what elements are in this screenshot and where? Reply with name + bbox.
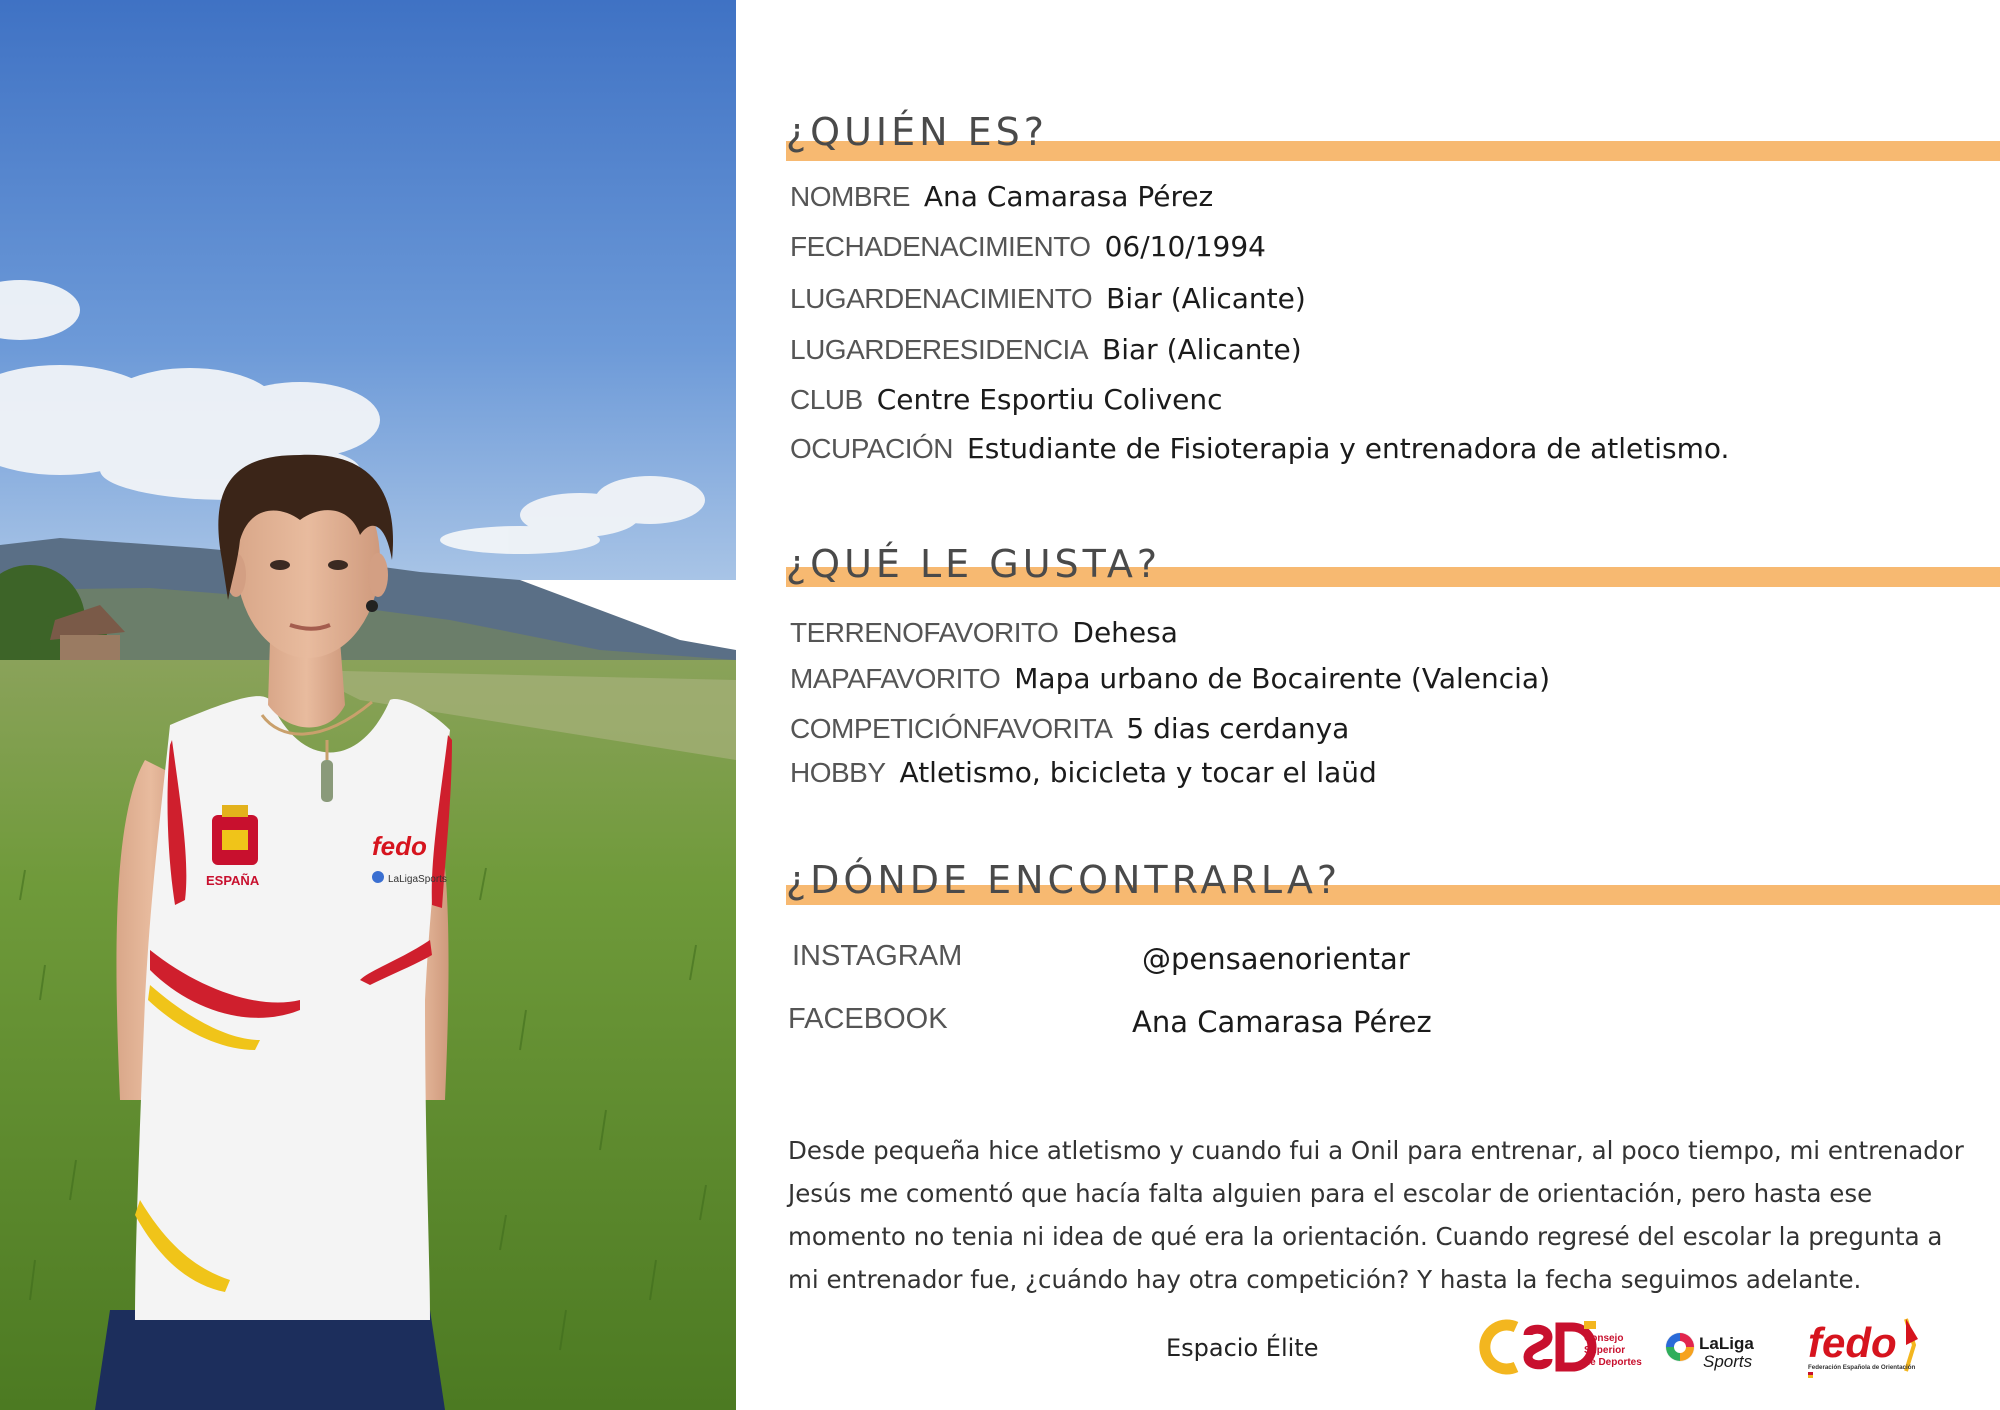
field-lugar-residencia [790,333,1302,366]
csd-logo-line-1: Consejo [1584,1333,1624,1344]
field-label: FECHADENACIMIENTO [790,231,1091,262]
fedo-logo-subtitle: Federación Española de Orientación [1808,1364,1916,1371]
field-label: TERRENOFAVORITO [790,617,1059,648]
field-label: NOMBRE [790,181,910,212]
csd-logo-line-2: Superior [1584,1345,1626,1356]
fedo-logo-icon [1806,1315,1946,1381]
field-lugar-nacimiento [790,282,1306,315]
csd-logo-icon [1476,1315,1646,1381]
section-who [786,110,1048,170]
field-label: LUGARDENACIMIENTO [790,283,1093,314]
field-label: MAPAFAVORITO [790,663,1001,694]
bio-paragraph: Desde pequeña hice atletismo y cuando fui a Onil para entrenar, al poco tiempo, mi entrenador Jesús me comentó que hacía falta alguien para el escolar de orientación, pero hasta ese momento no tenia ni idea de qué era la orientación. Cuando regresé del escolar la pregunta a mi entrenador fue, ¿cuándo hay otra competición? Y hasta la fecha seguimos adelante. [788,1135,1964,1294]
field-value: Ana Camarasa Pérez [923,180,1214,213]
section-where [786,858,1341,918]
field-label: LUGARDERESIDENCIA [790,334,1089,365]
facebook-label: FACEBOOK [788,1003,948,1035]
field-terreno-favorito [790,616,1178,649]
field-label: CLUB [790,384,863,415]
laliga-logo-bottom: Sports [1703,1352,1753,1371]
field-label: COMPETICIÓNFAVORITA [790,713,1113,744]
field-value: Atletismo, bicicleta y tocar el laüd [899,756,1377,789]
field-fecha-nacimiento [790,230,1266,263]
section-heading: ¿QUÉ LE GUSTA? [786,542,1162,586]
field-club [790,383,1223,416]
section-heading: ¿QUIÉN ES? [786,110,1048,154]
field-competicion-favorita [790,712,1349,745]
field-value: Centre Esportiu Colivenc [876,383,1223,416]
field-value: Biar (Alicante) [1102,333,1302,366]
field-label: OCUPACIÓN [790,433,953,464]
section-heading: ¿DÓNDE ENCONTRARLA? [786,858,1342,902]
shirt-brand: fedo [372,831,427,861]
field-value: 06/10/1994 [1104,230,1266,263]
profile-card [736,0,2000,1410]
field-mapa-favorito [790,662,1550,695]
section-likes [786,542,1161,602]
footer-label: Espacio Élite [1166,1334,1319,1362]
shirt-country: ESPAÑA [206,873,260,888]
field-ocupacion [790,432,1729,465]
laliga-logo-top: LaLiga [1699,1334,1754,1353]
field-value: Biar (Alicante) [1106,282,1306,315]
field-nombre [790,180,1213,213]
laliga-logo-icon [1661,1315,1771,1381]
instagram-label: INSTAGRAM [792,940,963,972]
field-value: Estudiante de Fisioterapia y entrenadora de atletismo. [967,432,1730,465]
field-value: Dehesa [1072,616,1178,649]
athlete-photo [0,0,736,1410]
field-hobby [790,756,1377,789]
fedo-logo-text: fedo [1808,1319,1897,1366]
facebook-name[interactable]: Ana Camarasa Pérez [1132,1005,1432,1039]
field-value: 5 dias cerdanya [1126,712,1350,745]
field-label: HOBBY [790,757,886,788]
csd-logo-line-3: de Deportes [1584,1357,1642,1368]
field-value: Mapa urbano de Bocairente (Valencia) [1014,662,1550,695]
instagram-handle[interactable]: @pensaenorientar [1142,942,1410,976]
shirt-sponsor: LaLigaSports [388,874,447,885]
